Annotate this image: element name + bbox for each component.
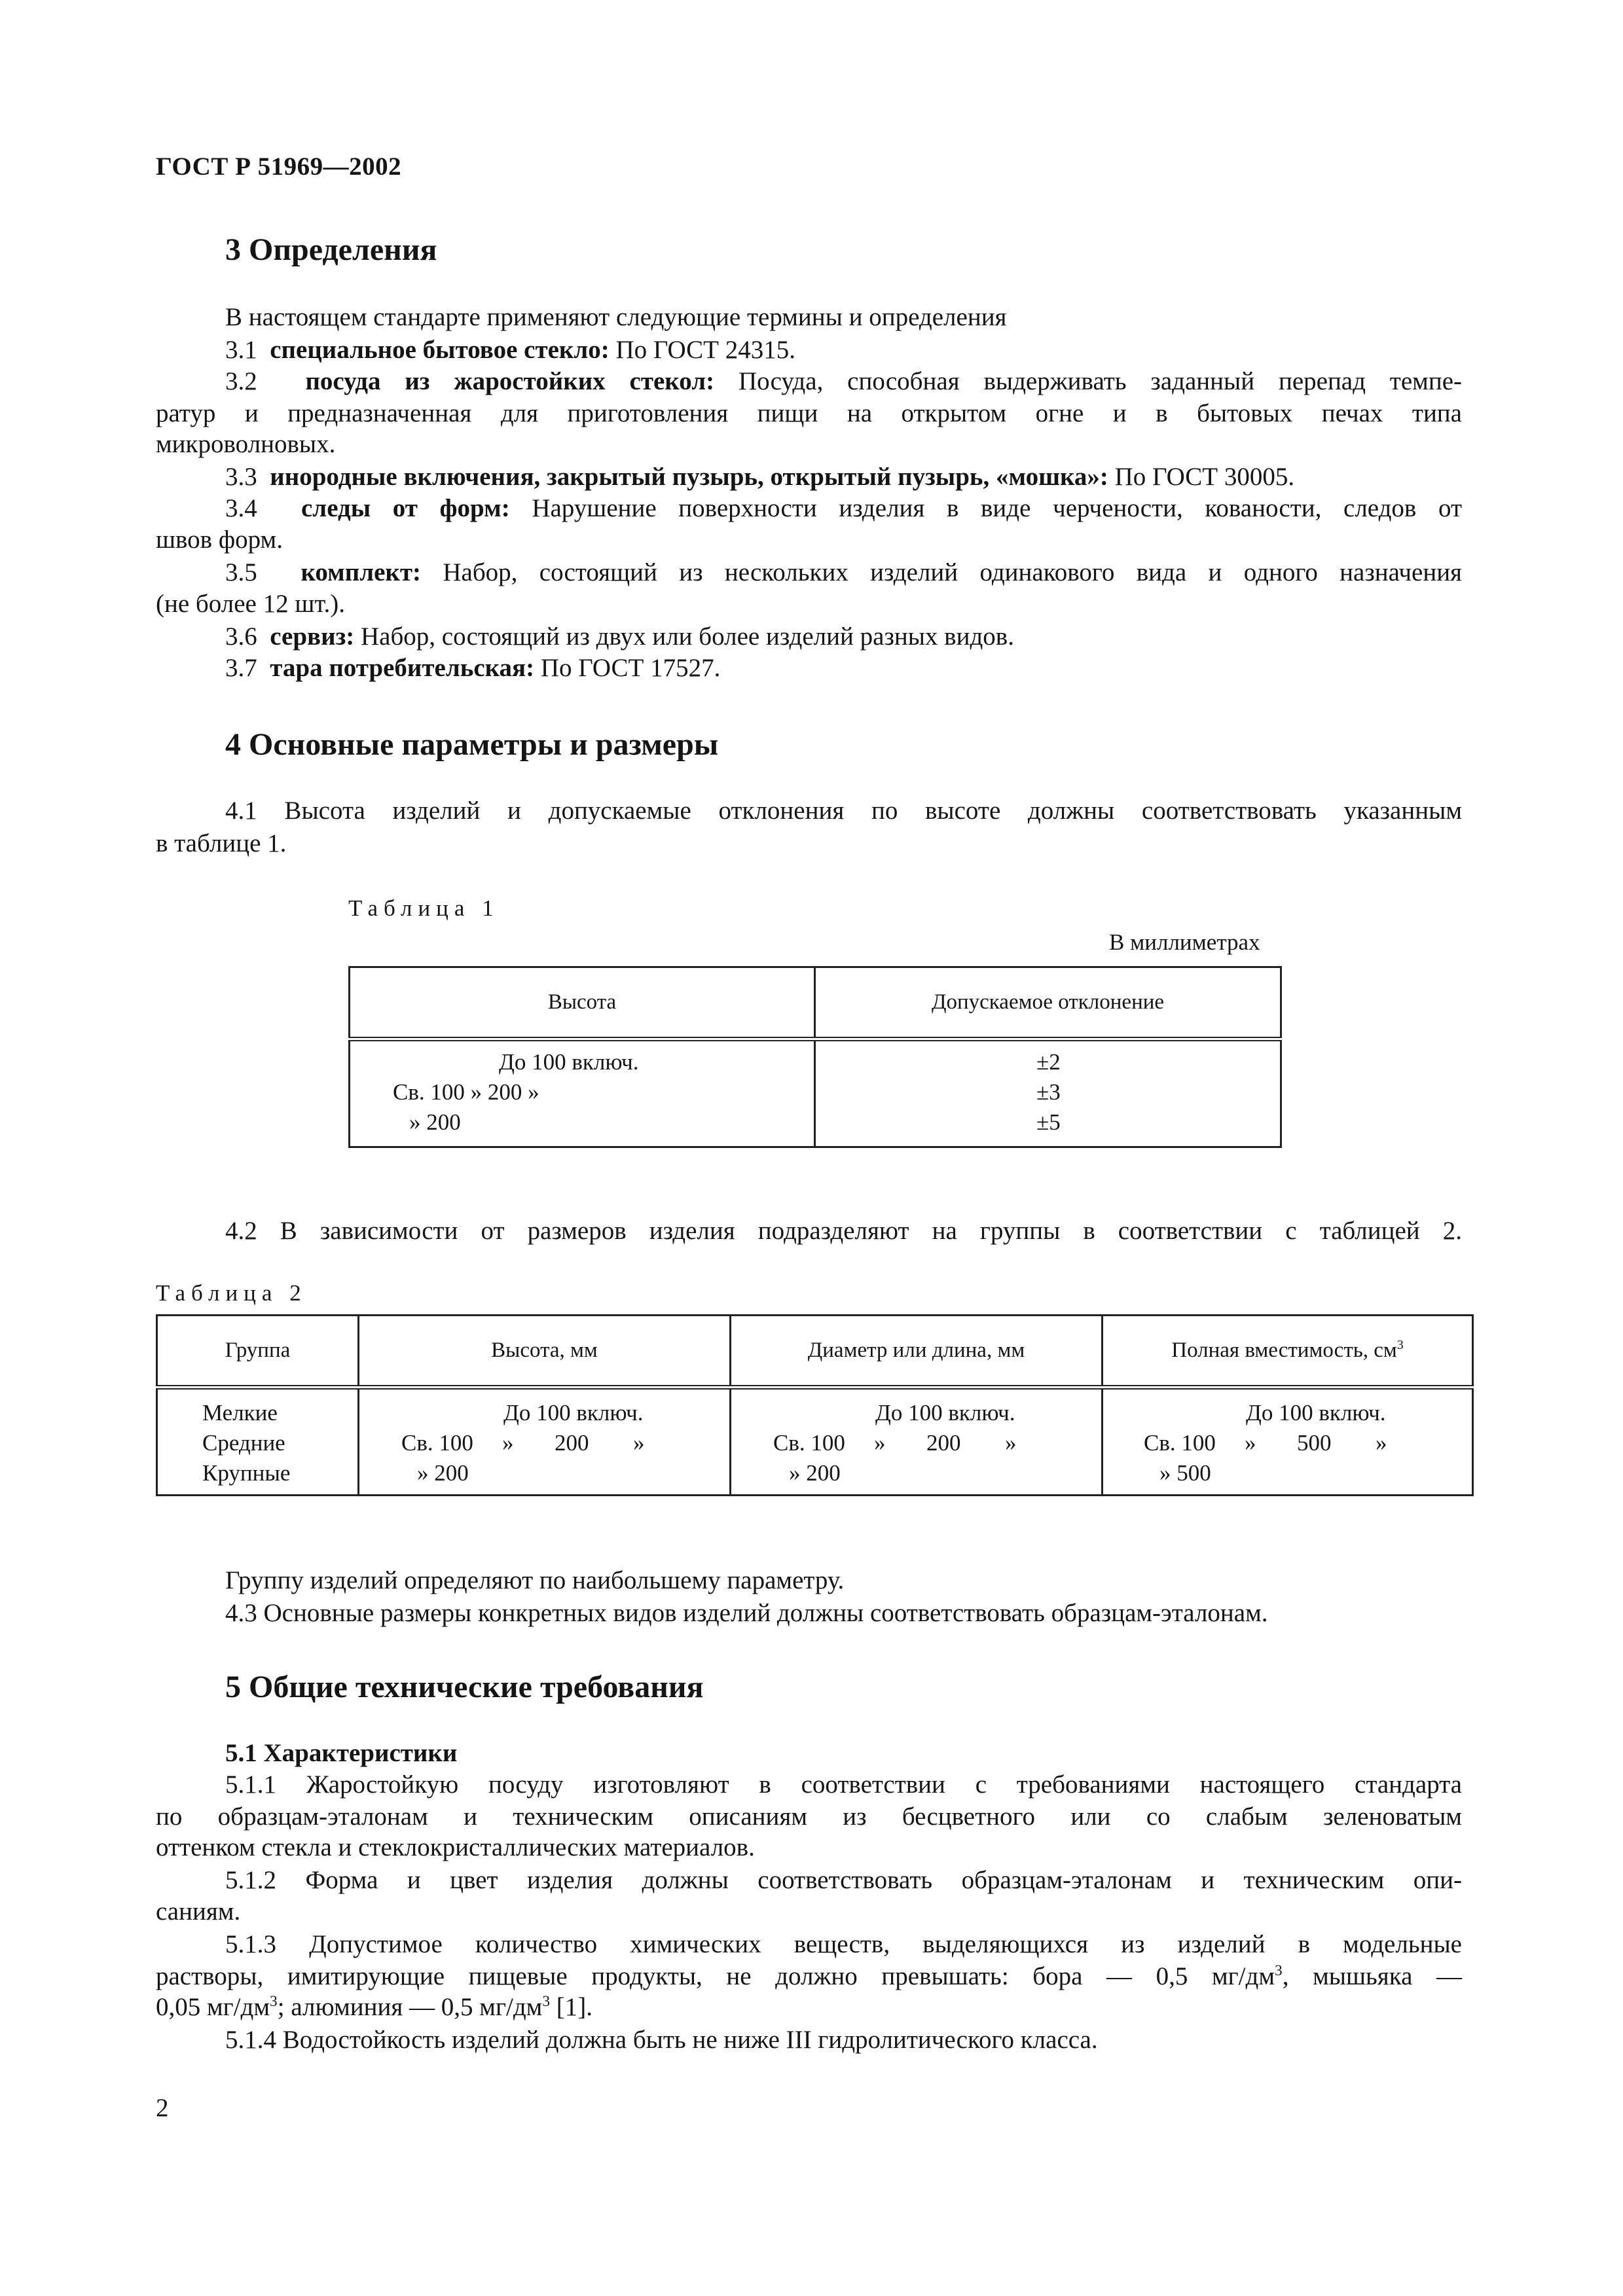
header-text: Полная вместимость, см [1171, 1338, 1397, 1362]
table-cell: » 200 [417, 1460, 469, 1486]
table-1-deviation-cell [815, 1039, 1281, 1147]
table-cell: До 100 включ. [499, 1049, 639, 1075]
table-2-header-volume [1103, 1316, 1473, 1388]
text-run: 0,05 мг/дм [156, 1993, 270, 2021]
definition-number: 3.5 [225, 558, 257, 586]
paragraph-group-rule: Группу изделий определяют по наибольшему параметру. [225, 1566, 845, 1594]
document-header: ГОСТ Р 51969—2002 [156, 152, 402, 181]
table-1 [348, 966, 1282, 1148]
table-cell: » [1245, 1430, 1256, 1456]
table-1-header-deviation: Допускаемое отклонение [815, 967, 1281, 1039]
table-2 [156, 1314, 1474, 1496]
table-cell: » 200 [789, 1460, 841, 1486]
table-cell: » [502, 1430, 514, 1456]
paragraph-5-1-3: 5.1.3 Допустимое количество химических веществ, выделяющихся из изделий в модельные [225, 1930, 1462, 1958]
table-cell: Средние [202, 1430, 285, 1456]
paragraph-5-1-1-line2: по образцам-эталонам и техническим описаниям из бесцветного или со слабым зеленоватым [156, 1803, 1462, 1831]
paragraph-5-1-1-line3: оттенком стекла и стеклокристаллических материалов. [156, 1833, 755, 1861]
table-cell: Св. 100 [1144, 1430, 1216, 1456]
superscript: 3 [270, 1993, 278, 2010]
paragraph-5-1-4: 5.1.4 Водостойкость изделий должна быть не ниже III гидролитического класса. [225, 2026, 1098, 2054]
definition-3-2-line2: ратур и предназначенная для приготовления пищи на открытом огне и в бытовых печах типа [156, 399, 1462, 427]
table-cell: Св. 100 [401, 1430, 473, 1456]
page-number: 2 [156, 2094, 169, 2122]
definition-term: посуда из жаростойких стекол: [305, 367, 715, 395]
definition-term: комплект: [301, 558, 422, 586]
table-2-height-cell [359, 1388, 731, 1496]
paragraph-4-3: 4.3 Основные размеры конкретных видов изделий должны соответствовать образцам-эталонам. [225, 1599, 1268, 1627]
paragraph-4-2: 4.2 В зависимости от размеров изделия подразделяют на группы в соответствии с таблицей 2. [225, 1217, 1462, 1245]
paragraph-5-1-2-line2: саниям. [156, 1897, 241, 1926]
definition-3-3 [225, 462, 1294, 492]
table-1-caption: Таблица 1 [348, 895, 500, 921]
definition-number: 3.7 [225, 654, 257, 682]
subsection-5-1-heading: 5.1 Характеристики [225, 1739, 458, 1767]
definition-term: следы от форм: [301, 494, 510, 522]
table-1-units: В миллиметрах [1109, 929, 1260, 955]
definition-3-4 [225, 493, 1462, 523]
table-cell: До 100 включ. [875, 1400, 1015, 1426]
definition-number: 3.6 [225, 622, 257, 651]
definition-3-2-line3: микроволновых. [156, 430, 336, 458]
definition-3-4-line2: швов форм. [156, 526, 283, 554]
table-2-diameter-cell [731, 1388, 1103, 1496]
definition-3-5-line2: (не более 12 шт.). [156, 590, 345, 618]
definition-3-6 [225, 622, 1014, 651]
table-1-height-cell [350, 1039, 815, 1147]
table-cell: До 100 включ. [503, 1400, 644, 1426]
section-4-heading: 4 Основные параметры и размеры [225, 727, 719, 762]
definition-text: По ГОСТ 30005. [1108, 463, 1295, 491]
definition-term: сервиз: [270, 622, 355, 651]
definition-text: Посуда, способная выдерживать заданный перепад темпе- [714, 367, 1463, 395]
paragraph-5-1-3-line3 [156, 1992, 593, 2022]
definition-3-5 [225, 558, 1462, 587]
paragraph-4-1: 4.1 Высота изделий и допускаемые отклонения по высоте должны соответствовать указанным [225, 797, 1462, 825]
text-run: растворы, имитирующие пищевые продукты, не должно превышать: бора — 0,5 мг/дм [156, 1962, 1275, 1990]
superscript: 3 [1396, 1338, 1404, 1352]
table-cell: » [874, 1430, 886, 1456]
superscript: 3 [542, 1993, 551, 2010]
table-1-header-height: Высота [350, 967, 815, 1039]
definition-text: Нарушение поверхности изделия в виде черчености, кованости, следов от [509, 494, 1462, 522]
definition-number: 3.1 [225, 336, 257, 364]
text-run: [1]. [550, 1993, 593, 2021]
table-cell: » [1005, 1430, 1017, 1456]
paragraph-5-1-2: 5.1.2 Форма и цвет изделия должны соответствовать образцам-эталонам и техническим опи- [225, 1866, 1462, 1894]
definition-number: 3.4 [225, 494, 257, 522]
definition-number: 3.2 [225, 367, 257, 395]
definition-text: Набор, состоящий из нескольких изделий одинакового вида и одного назначения [421, 558, 1462, 586]
section-3-heading: 3 Определения [225, 232, 437, 267]
table-cell: 500 [1297, 1430, 1332, 1456]
table-cell: Св. 100 [773, 1430, 845, 1456]
definition-term: специальное бытовое стекло: [270, 336, 610, 364]
table-cell: 200 [555, 1430, 589, 1456]
table-cell: » [633, 1430, 645, 1456]
table-cell: ±5 [1036, 1109, 1061, 1135]
paragraph-5-1-1: 5.1.1 Жаростойкую посуду изготовляют в соответствии с требованиями настоящего стандарта [225, 1770, 1462, 1799]
table-2-caption: Таблица 2 [156, 1280, 307, 1306]
definition-text: По ГОСТ 24315. [609, 336, 795, 364]
definition-3-1 [225, 335, 795, 365]
definition-text: По ГОСТ 17527. [534, 654, 721, 682]
table-cell: » [1376, 1430, 1387, 1456]
definition-term: инородные включения, закрытый пузырь, открытый пузырь, «мошка»: [270, 463, 1108, 491]
definition-text: Набор, состоящий из двух или более изделий разных видов. [354, 622, 1014, 651]
definition-3-2 [225, 367, 1462, 396]
table-cell: Св. 100 » 200 » [393, 1079, 539, 1105]
section-3-intro: В настоящем стандарте применяют следующие термины и определения [225, 303, 1007, 331]
superscript: 3 [1275, 1962, 1283, 1979]
table-cell: Мелкие [202, 1400, 278, 1426]
paragraph-4-1-line2: в таблице 1. [156, 829, 287, 857]
table-cell: ±3 [1036, 1079, 1061, 1105]
definition-number: 3.3 [225, 463, 257, 491]
table-2-volume-cell [1103, 1388, 1473, 1496]
table-cell: До 100 включ. [1246, 1400, 1386, 1426]
table-cell: Крупные [202, 1460, 291, 1486]
text-run: ; алюминия — 0,5 мг/дм [277, 1993, 543, 2021]
table-cell: 200 [926, 1430, 961, 1456]
text-run: , мышьяка — [1282, 1962, 1462, 1990]
table-cell: » 200 [409, 1109, 461, 1135]
section-5-heading: 5 Общие технические требования [225, 1670, 704, 1704]
table-2-header-group: Группа [157, 1316, 359, 1388]
table-2-header-height: Высота, мм [359, 1316, 731, 1388]
definition-term: тара потребительская: [270, 654, 535, 682]
table-cell: » 500 [1159, 1460, 1211, 1486]
table-2-header-diameter: Диаметр или длина, мм [731, 1316, 1103, 1388]
table-cell: ±2 [1036, 1049, 1061, 1075]
paragraph-5-1-3-line2 [156, 1961, 1462, 1992]
definition-3-7 [225, 653, 720, 683]
table-2-group-cell [157, 1388, 359, 1496]
